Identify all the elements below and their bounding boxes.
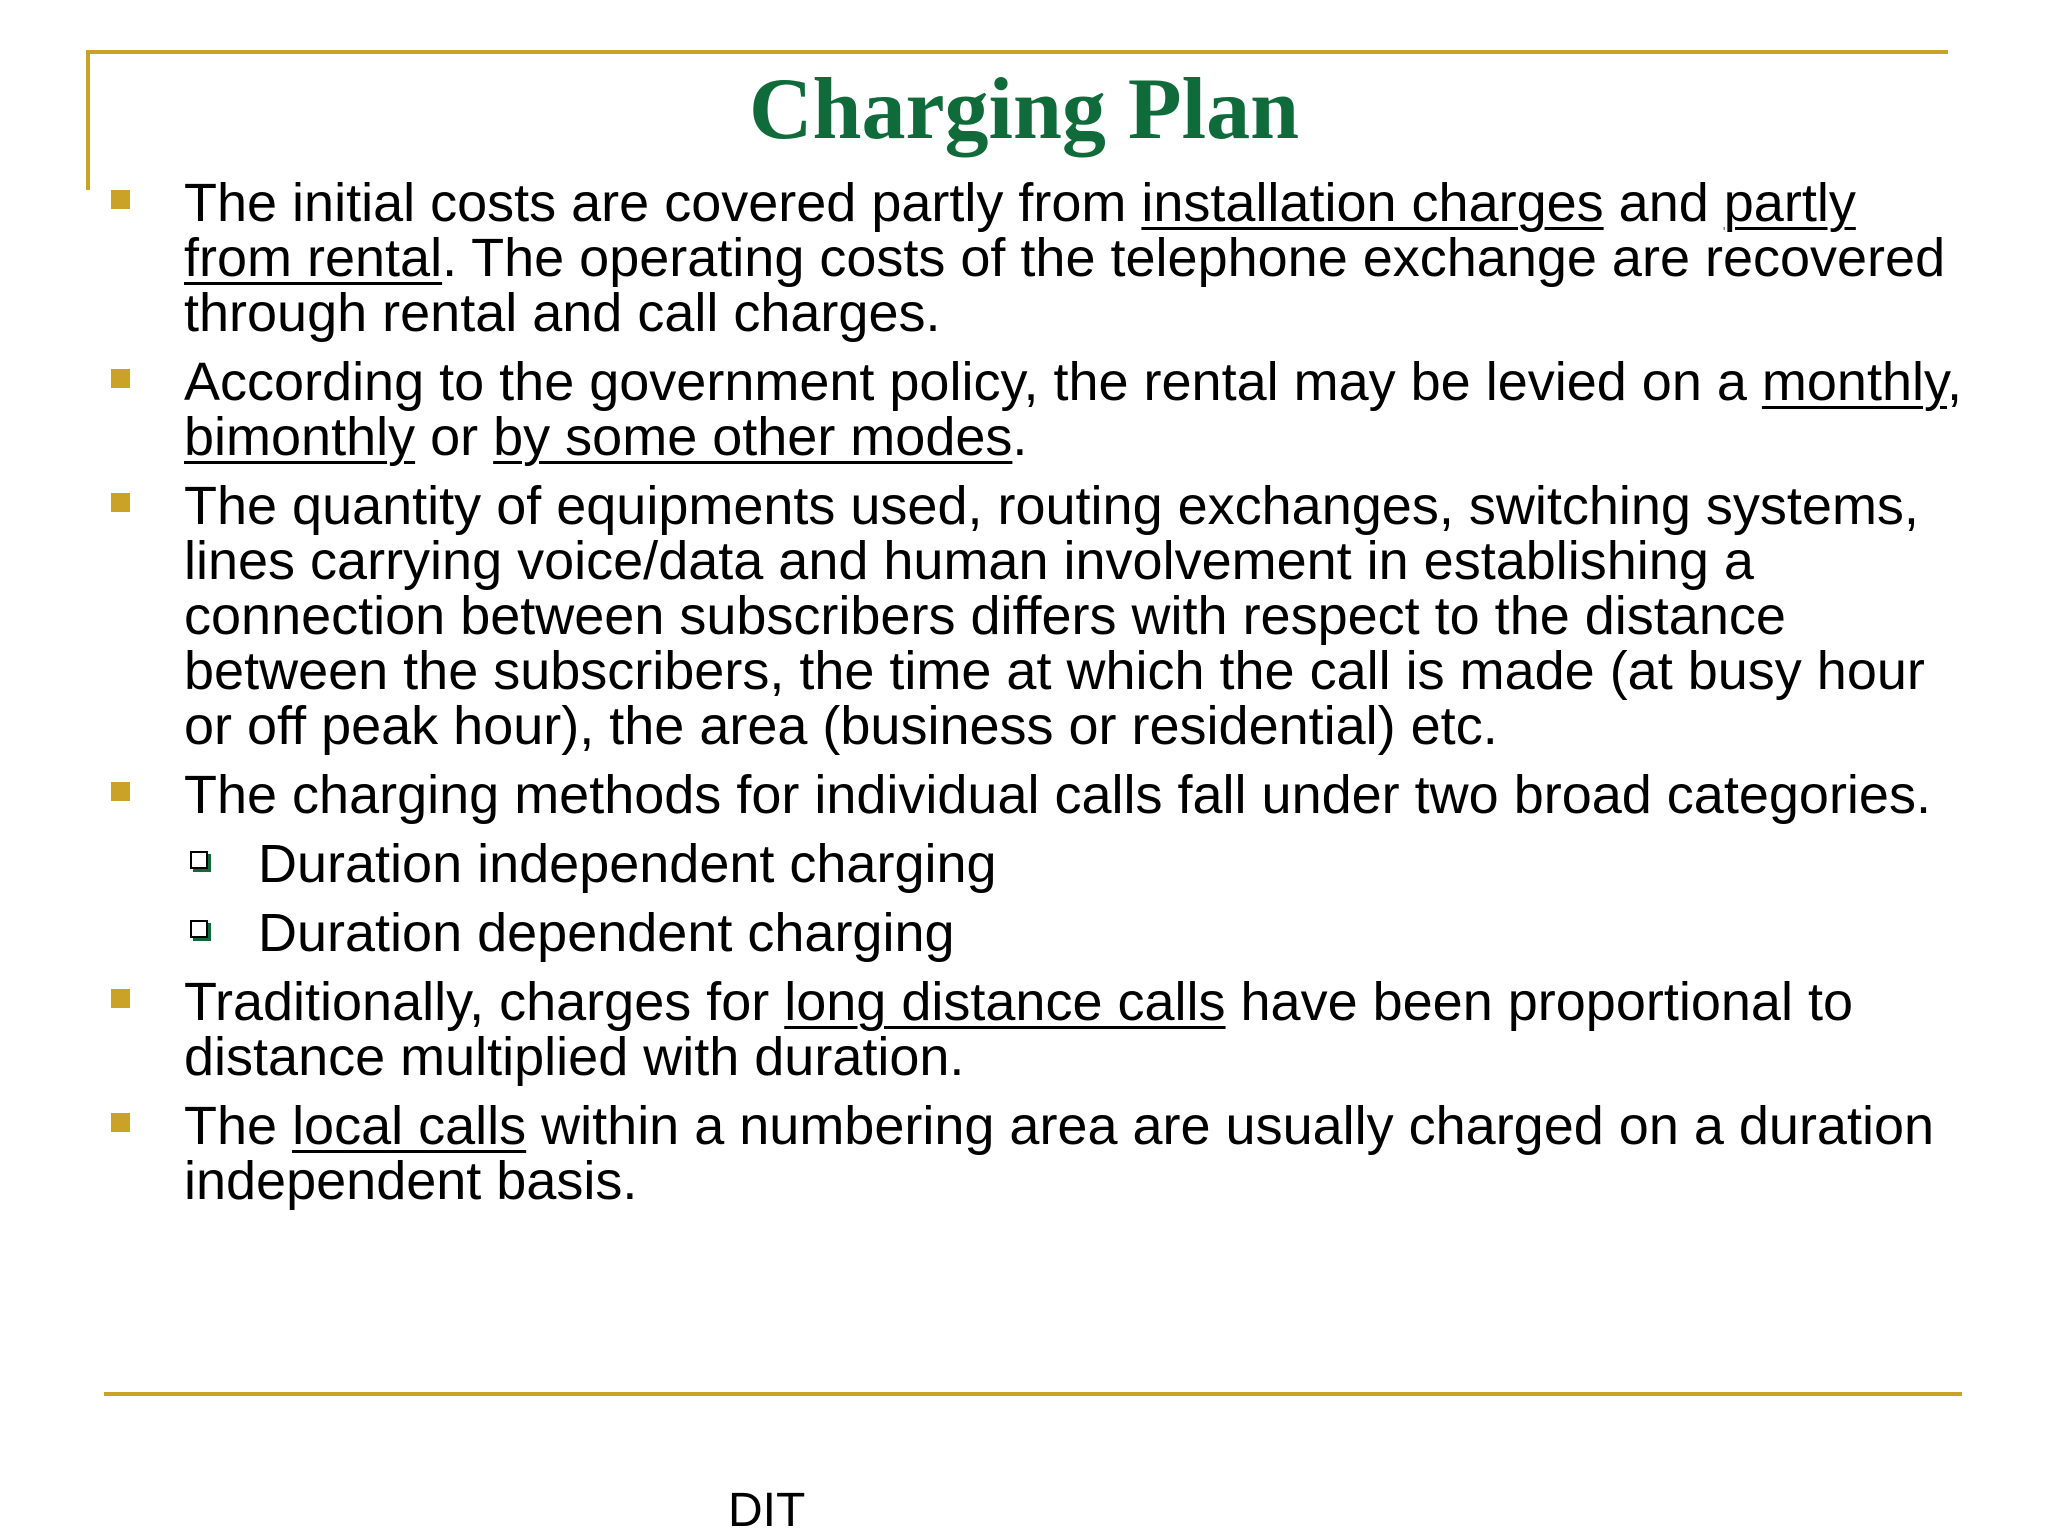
bullet-list	[0, 173, 2048, 1223]
underlined-term: partly from rental	[184, 173, 1856, 288]
hollow-square-bullet-icon	[190, 920, 208, 938]
frame-bottom-line	[104, 1392, 1962, 1396]
bullet-text: or	[415, 407, 494, 467]
sub-bullet-item	[0, 834, 2048, 894]
bullet-item	[0, 476, 2048, 756]
bullet-text: The charging methods for individual calls fall under two broad categories.	[184, 765, 1931, 825]
underlined-term: bimonthly	[184, 407, 416, 467]
bullet-text: have been proportional to distance multiplied with duration.	[184, 972, 1853, 1087]
bullet-text: The initial costs are covered partly from	[184, 173, 1142, 233]
underlined-term: long distance calls	[784, 972, 1226, 1032]
bullet-item	[0, 1096, 2048, 1211]
underlined-term: monthly	[1761, 352, 1947, 412]
bullet-text: ,	[1946, 352, 1962, 412]
bullet-text: The	[184, 1096, 293, 1156]
underlined-term: by some other modes	[493, 407, 1013, 467]
sub-bullet-text: Duration dependent charging	[258, 903, 955, 963]
bullet-text: The quantity of equipments used, routing exchanges, switching systems, lines carrying voice/data and human involvement in establishing a connection between subscribers differs with respect to the distance between the subscribers, the time at which the call is made (at busy hour or off peak hour), the area (business or residential) etc.	[184, 476, 1925, 756]
bullet-text: Traditionally, charges for	[184, 972, 785, 1032]
slide-title: Charging Plan	[748, 61, 1300, 158]
bullet-item	[0, 972, 2048, 1087]
bullet-text: .	[1012, 407, 1028, 467]
bullet-item	[0, 765, 2048, 825]
square-bullet-icon	[111, 369, 130, 388]
bullet-text: within a numbering area are usually charged on a duration independent basis.	[184, 1096, 1935, 1211]
underlined-term: local calls	[292, 1096, 527, 1156]
bullet-text: and	[1603, 173, 1724, 233]
square-bullet-icon	[111, 190, 130, 209]
square-bullet-icon	[111, 1113, 130, 1132]
hollow-square-bullet-icon	[190, 851, 208, 869]
square-bullet-icon	[111, 782, 130, 801]
underlined-term: installation charges	[1141, 173, 1604, 233]
sub-bullet-item	[0, 903, 2048, 963]
bullet-text: According to the government policy, the rental may be levied on a	[184, 352, 1762, 412]
frame-top-line	[86, 50, 1948, 54]
square-bullet-icon	[111, 493, 130, 512]
bullet-text: . The operating costs of the telephone exchange are recovered through rental and call charges.	[184, 228, 1946, 343]
bullet-item	[0, 173, 2048, 343]
bullet-item	[0, 352, 2048, 467]
sub-bullet-text: Duration independent charging	[258, 834, 997, 894]
square-bullet-icon	[111, 989, 130, 1008]
slide-footer: DIT	[728, 1484, 806, 1536]
